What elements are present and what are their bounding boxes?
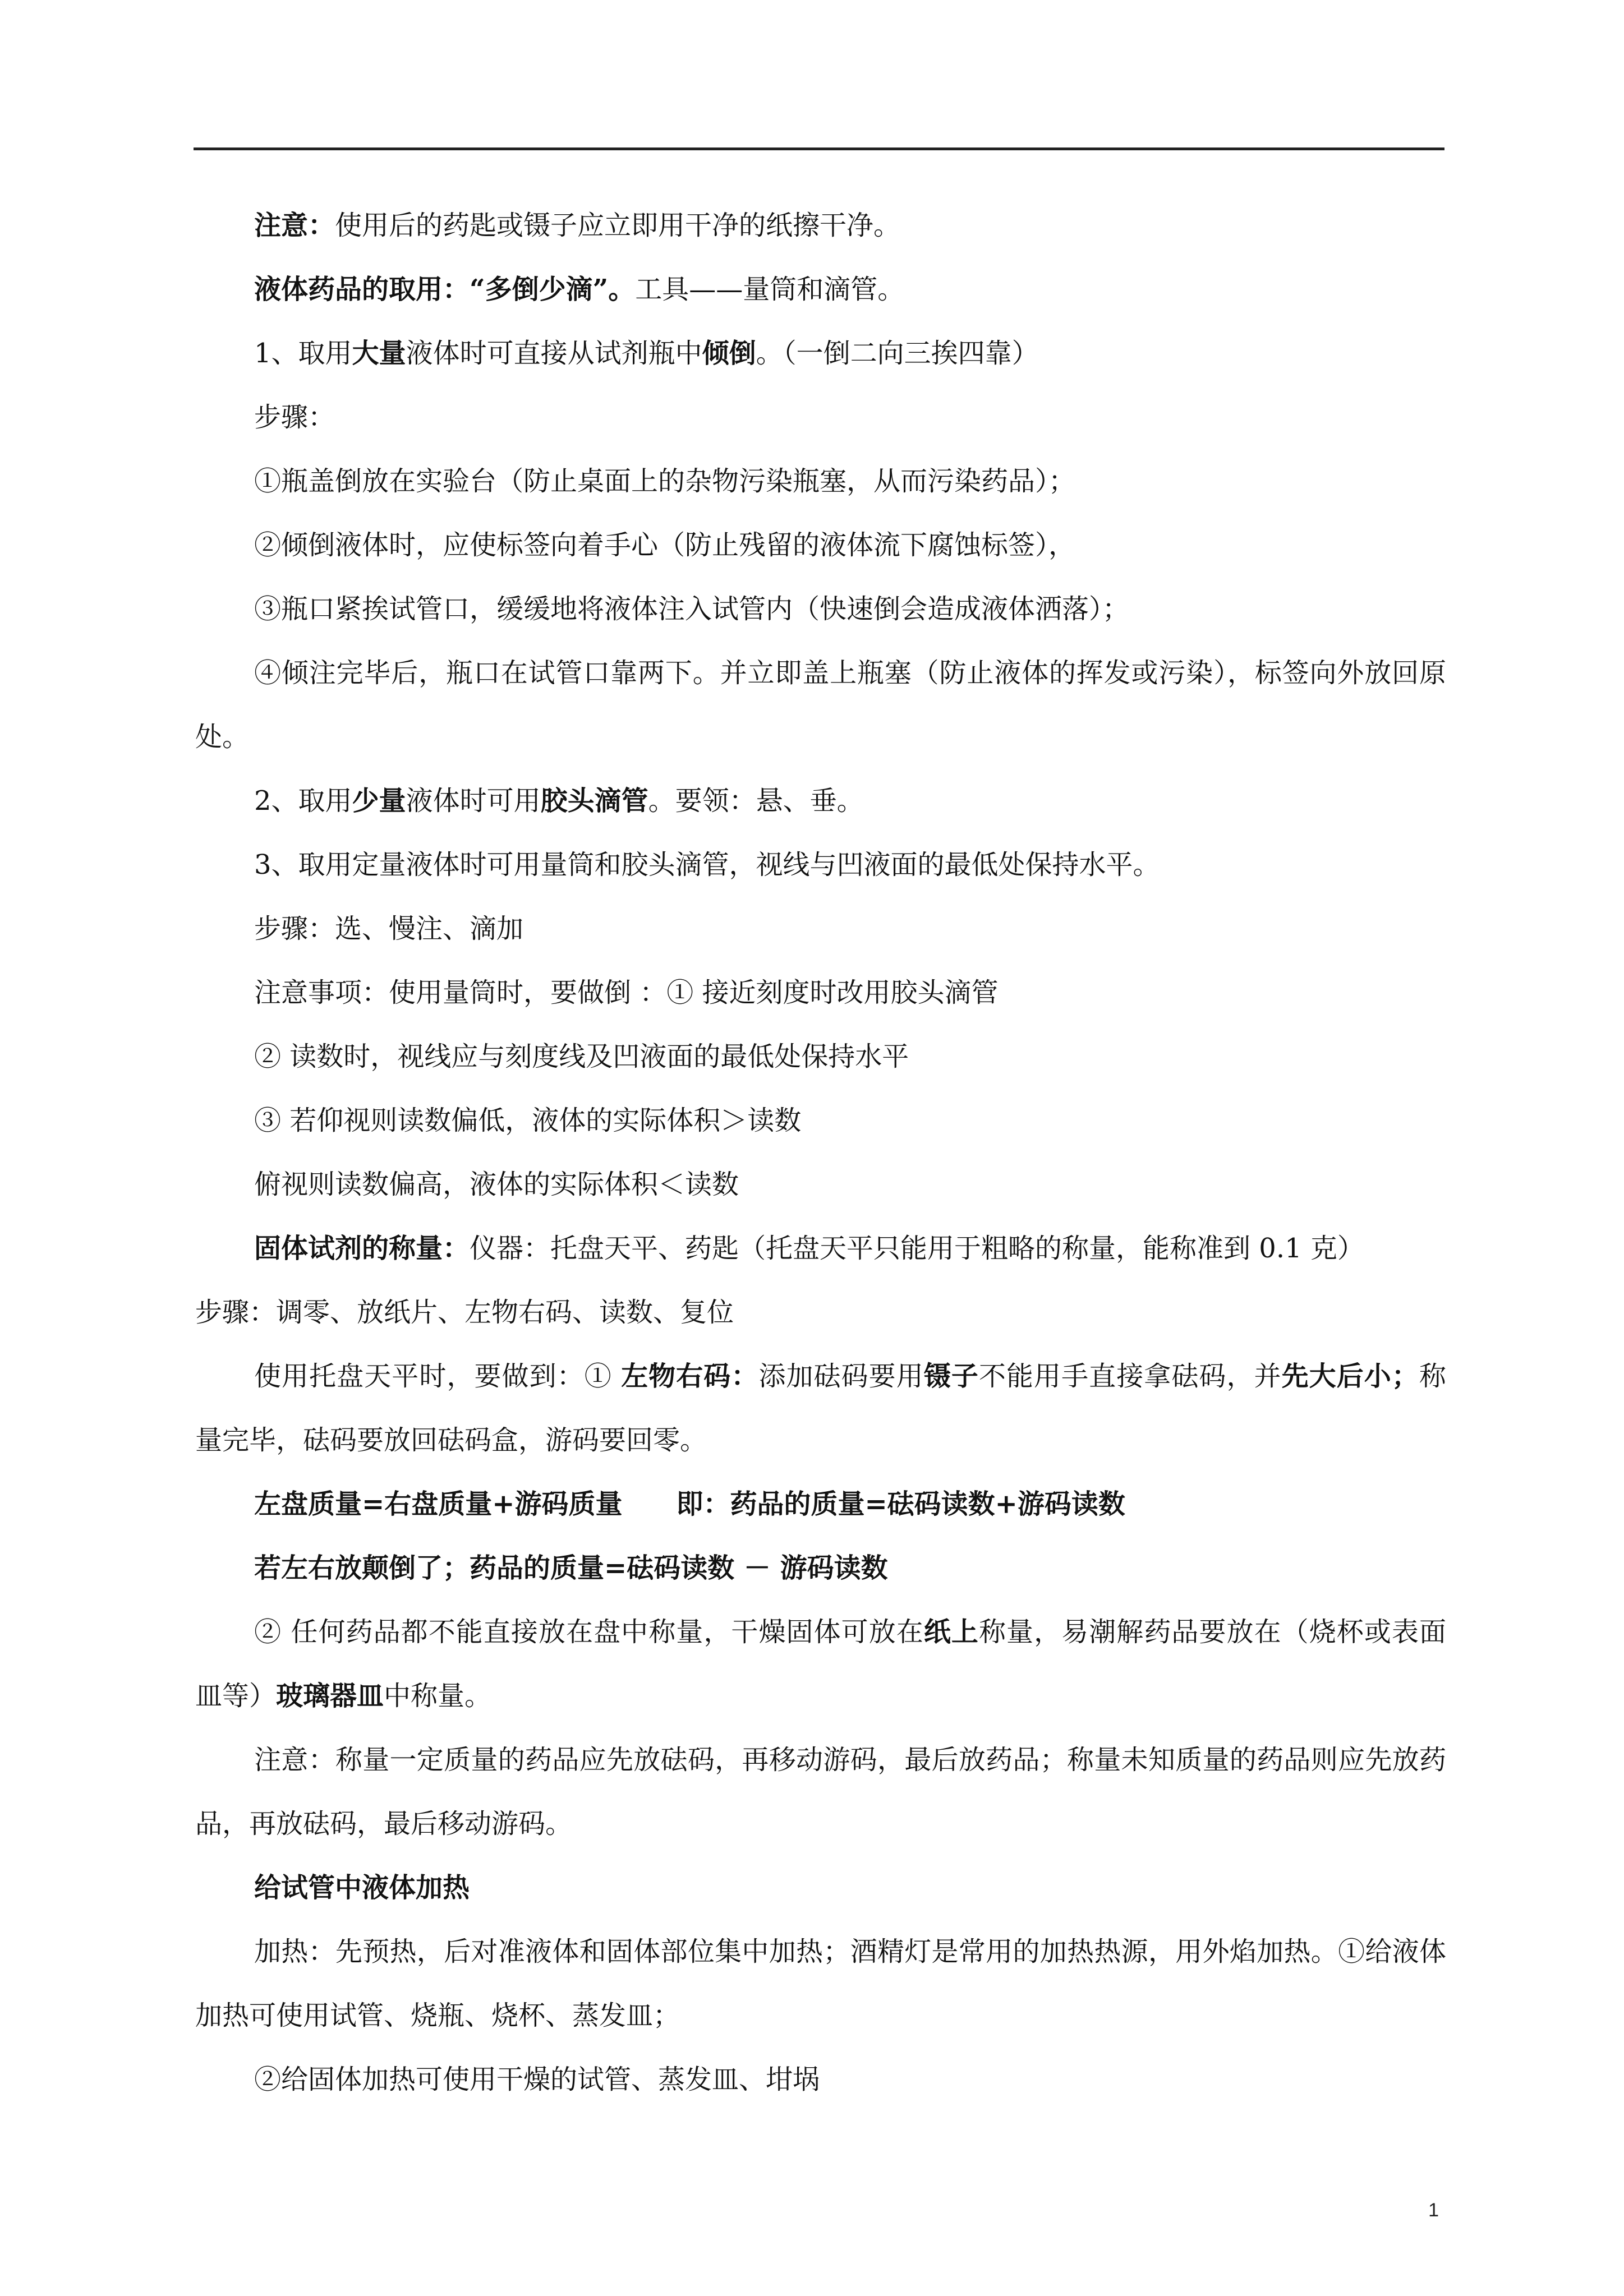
bold-text: 固体试剂的称量： <box>254 1233 470 1264</box>
bold-text: 少量 <box>352 785 406 817</box>
text: ② 读数时，视线应与刻度线及凹液面的最低处保持水平 <box>254 1041 909 1072</box>
bold-text: 玻璃器皿 <box>276 1680 384 1712</box>
bold-text: 先大后小； <box>1281 1361 1419 1392</box>
text: 步骤：调零、放纸片、左物右码、读数、复位 <box>195 1297 734 1328</box>
paragraph-2 <box>195 257 1446 321</box>
paragraph-10 <box>195 833 1446 897</box>
paragraph-5 <box>195 449 1446 513</box>
header-rule <box>194 147 1444 150</box>
text: 。要领：悬、垂。 <box>648 785 864 817</box>
bold-text: 纸上 <box>923 1616 979 1648</box>
paragraph-3 <box>195 321 1446 385</box>
paragraph-18 <box>195 1344 1446 1472</box>
bold-text: 给试管中液体加热 <box>254 1872 470 1903</box>
text: ④倾注完毕后，瓶口在试管口靠两下。并立即盖上瓶塞（防止液体的挥发或污染），标签向外放回原处。 <box>195 657 1446 753</box>
paragraph-23 <box>195 1856 1446 1920</box>
paragraph-1 <box>195 193 1446 257</box>
paragraph-12 <box>195 961 1446 1025</box>
paragraph-4 <box>195 385 1446 449</box>
paragraph-13 <box>195 1025 1446 1089</box>
text: 注意：称量一定质量的药品应先放砝码，再移动游码，最后放药品；称量未知质量的药品则应先放药品，再放砝码，最后移动游码。 <box>195 1744 1446 1839</box>
text: 添加砝码要用 <box>758 1361 924 1392</box>
paragraph-7 <box>195 577 1446 641</box>
text: 俯视则读数偏高，液体的实际体积＜读数 <box>254 1169 739 1200</box>
text: 1、取用 <box>254 338 352 369</box>
text: 称量完毕，砝码要放回砝码盒，游码要回零。 <box>195 1361 1446 1456</box>
paragraph-20 <box>195 1536 1446 1600</box>
paragraph-21 <box>195 1600 1446 1728</box>
text: 液体时可直接从试剂瓶中 <box>406 338 702 369</box>
text: ③ 若仰视则读数偏低，液体的实际体积＞读数 <box>254 1105 802 1136</box>
paragraph-8 <box>195 641 1446 769</box>
paragraph-6 <box>195 513 1446 577</box>
text: 称量，易潮解药品要放在（烧杯或表面皿等） <box>195 1616 1446 1712</box>
page-number: 1 <box>1428 2200 1439 2221</box>
text: ①瓶盖倒放在实验台（防止桌面上的杂物污染瓶塞，从而污染药品）； <box>254 465 1076 497</box>
text: 液体时可用 <box>406 785 541 817</box>
text: ②倾倒液体时，应使标签向着手心（防止残留的液体流下腐蚀标签）， <box>254 529 1076 561</box>
bold-text: 左物右码： <box>621 1361 759 1392</box>
paragraph-15 <box>195 1152 1446 1216</box>
text: 工具——量筒和滴管。 <box>635 274 905 305</box>
paragraph-9 <box>195 769 1446 833</box>
document-body <box>195 193 1446 2111</box>
text: 仪器：托盘天平、药匙（托盘天平只能用于粗略的称量，能称准到 0.1 克） <box>470 1233 1364 1264</box>
paragraph-22 <box>195 1728 1446 1856</box>
paragraph-19 <box>195 1472 1446 1536</box>
paragraph-14 <box>195 1089 1446 1152</box>
bold-text: 倾倒 <box>702 338 756 369</box>
bold-text: 液体药品的取用：“多倒少滴”。 <box>254 274 636 305</box>
text: 使用托盘天平时，要做到：① <box>254 1361 622 1392</box>
bold-text: 镊子 <box>923 1361 979 1392</box>
text: 步骤： <box>254 402 335 433</box>
text: 加热：先预热，后对准液体和固体部位集中加热；酒精灯是常用的加热热源，用外焰加热。①给液体加热可使用试管、烧瓶、烧杯、蒸发皿； <box>195 1936 1446 2031</box>
paragraph-17 <box>195 1280 1446 1344</box>
text: 不能用手直接拿砝码，并 <box>978 1361 1282 1392</box>
text: ③瓶口紧挨试管口，缓缓地将液体注入试管内（快速倒会造成液体洒落）； <box>254 593 1130 625</box>
text: 3、取用定量液体时可用量筒和胶头滴管，视线与凹液面的最低处保持水平。 <box>254 849 1160 880</box>
paragraph-16 <box>195 1216 1446 1280</box>
text: ② 任何药品都不能直接放在盘中称量，干燥固体可放在 <box>254 1616 924 1648</box>
bold-text: 胶头滴管 <box>540 785 648 817</box>
text: 。（一倒二向三挨四靠） <box>756 338 1039 369</box>
text: 2、取用 <box>254 785 352 817</box>
bold-text: 若左右放颠倒了；药品的质量=砝码读数 － 游码读数 <box>254 1552 888 1584</box>
text: 步骤：选、慢注、滴加 <box>254 913 524 944</box>
paragraph-11 <box>195 897 1446 961</box>
bold-text: 大量 <box>352 338 406 369</box>
paragraph-24 <box>195 1920 1446 2048</box>
paragraph-25 <box>195 2048 1446 2111</box>
text: 注意事项：使用量筒时，要做倒 ：① 接近刻度时改用胶头滴管 <box>254 977 999 1008</box>
text: ②给固体加热可使用干燥的试管、蒸发皿、坩埚 <box>254 2064 820 2095</box>
bold-text: 注意： <box>254 210 335 241</box>
text: 使用后的药匙或镊子应立即用干净的纸擦干净。 <box>335 210 901 241</box>
bold-text: 左盘质量=右盘质量+游码质量 <box>254 1488 623 1520</box>
text: 中称量。 <box>384 1680 492 1712</box>
bold-text: 即：药品的质量=砝码读数+游码读数 <box>676 1488 1125 1520</box>
